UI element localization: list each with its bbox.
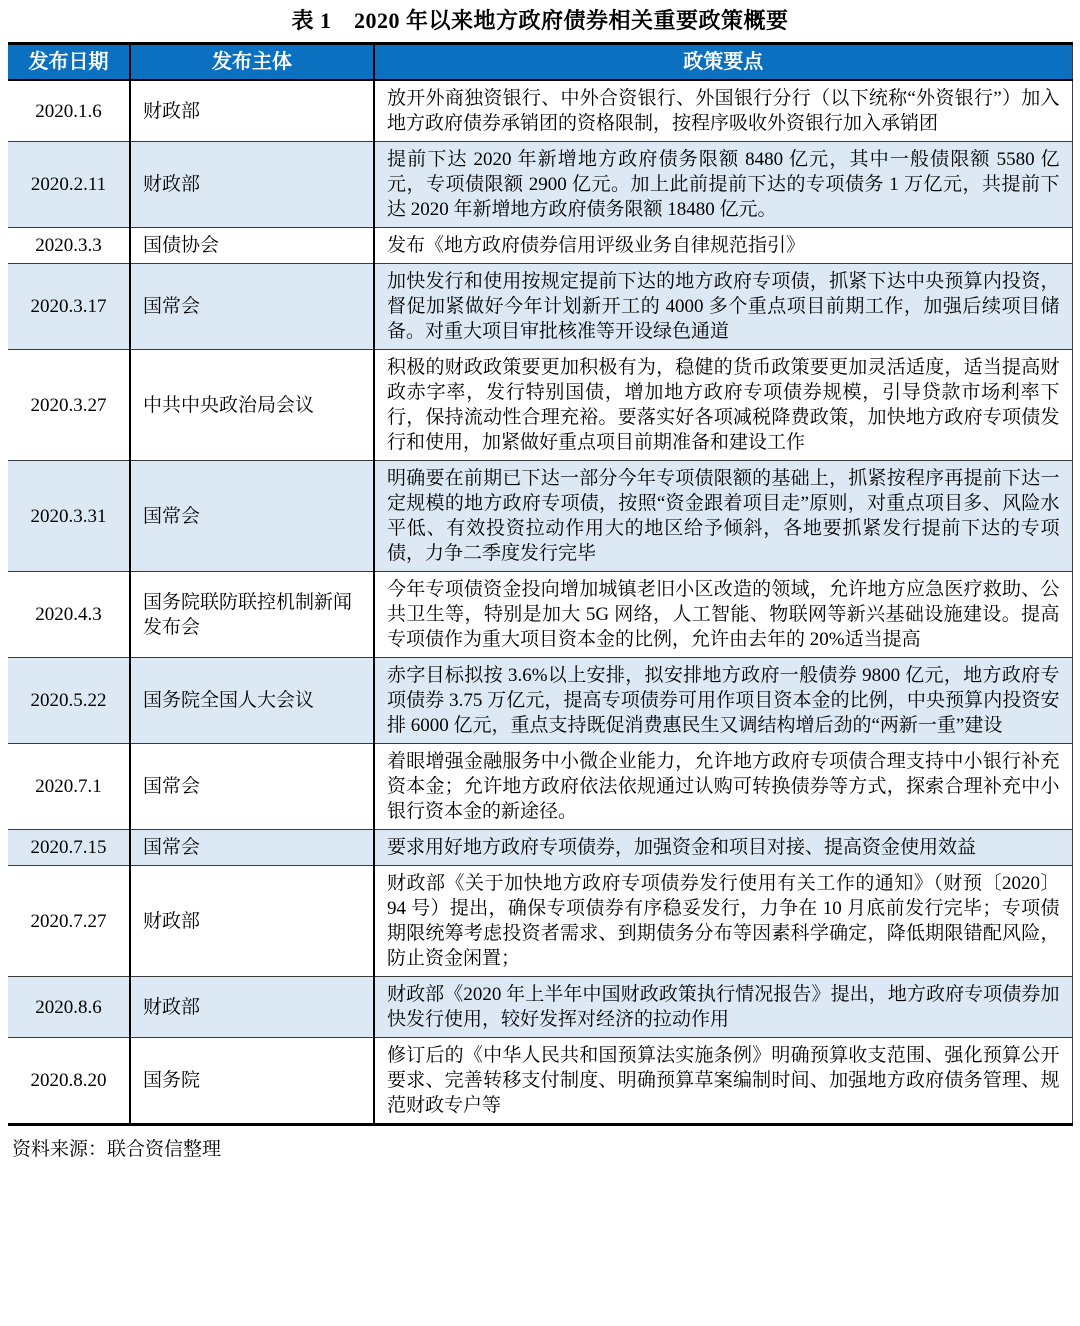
issuer-cell: 国常会 <box>130 830 374 866</box>
policy-cell: 明确要在前期已下达一部分今年专项债限额的基础上，抓紧按程序再提前下达一定规模的地方政府专项债，按照“资金跟着项目走”原则，对重点项目多、风险水平低、有效投资拉动作用大的地区给予倾斜，各地要抓紧发行提前下达的专项债，力争二季度发行完毕 <box>374 461 1072 572</box>
issuer-cell: 国常会 <box>130 744 374 830</box>
policy-cell: 发布《地方政府债券信用评级业务自律规范指引》 <box>374 228 1072 264</box>
table-title: 表 1 2020 年以来地方政府债券相关重要政策概要 <box>291 8 789 33</box>
date-cell: 2020.8.20 <box>8 1038 130 1125</box>
table-row <box>8 461 1072 572</box>
issuer-cell: 财政部 <box>130 866 374 977</box>
policy-cell: 修订后的《中华人民共和国预算法实施条例》明确预算收支范围、强化预算公开要求、完善转移支付制度、明确预算草案编制时间、加强地方政府债务管理、规范财政专户等 <box>374 1038 1072 1125</box>
date-cell: 2020.1.6 <box>8 80 130 142</box>
date-cell: 2020.7.27 <box>8 866 130 977</box>
date-cell: 2020.3.17 <box>8 264 130 350</box>
issuer-cell: 国常会 <box>130 264 374 350</box>
table-row <box>8 228 1072 264</box>
header-cell-issuer: 发布主体 <box>130 44 374 81</box>
policy-cell: 着眼增强金融服务中小微企业能力，允许地方政府专项债合理支持中小银行补充资本金；允许地方政府依法依规通过认购可转换债券等方式，探索合理补充中小银行资本金的新途径。 <box>374 744 1072 830</box>
issuer-cell: 国务院联防联控机制新闻发布会 <box>130 572 374 658</box>
table-row <box>8 142 1072 228</box>
policy-cell: 加快发行和使用按规定提前下达的地方政府专项债，抓紧下达中央预算内投资，督促加紧做好今年计划新开工的 4000 多个重点项目前期工作，加强后续项目储备。对重大项目审批核准等开设绿色通道 <box>374 264 1072 350</box>
policy-cell: 赤字目标拟按 3.6%以上安排，拟安排地方政府一般债券 9800 亿元，地方政府专项债券 3.75 万亿元，提高专项债券可用作项目资本金的比例，中央预算内投资安排 6000 亿元，重点支持既促消费惠民生又调结构增后劲的“两新一重”建设 <box>374 658 1072 744</box>
issuer-cell: 国债协会 <box>130 228 374 264</box>
issuer-cell: 国务院全国人大会议 <box>130 658 374 744</box>
table-row <box>8 80 1072 142</box>
policy-cell: 要求用好地方政府专项债券，加强资金和项目对接、提高资金使用效益 <box>374 830 1072 866</box>
date-cell: 2020.2.11 <box>8 142 130 228</box>
issuer-cell: 财政部 <box>130 142 374 228</box>
issuer-cell: 国务院 <box>130 1038 374 1125</box>
table-row <box>8 977 1072 1038</box>
policy-table <box>8 42 1073 1126</box>
issuer-cell: 财政部 <box>130 80 374 142</box>
date-cell: 2020.3.31 <box>8 461 130 572</box>
table-row <box>8 830 1072 866</box>
date-cell: 2020.8.6 <box>8 977 130 1038</box>
policy-cell: 今年专项债资金投向增加城镇老旧小区改造的领域，允许地方应急医疗救助、公共卫生等，特别是加大 5G 网络，人工智能、物联网等新兴基础设施建设。提高专项债作为重大项目资本金的比例，允许由去年的 20%适当提高 <box>374 572 1072 658</box>
date-cell: 2020.7.15 <box>8 830 130 866</box>
policy-cell: 财政部《2020 年上半年中国财政政策执行情况报告》提出，地方政府专项债券加快发行使用，较好发挥对经济的拉动作用 <box>374 977 1072 1038</box>
table-body <box>8 80 1072 1125</box>
table-row <box>8 572 1072 658</box>
issuer-cell: 国常会 <box>130 461 374 572</box>
table-row <box>8 744 1072 830</box>
policy-cell: 财政部《关于加快地方政府专项债券发行使用有关工作的通知》（财预〔2020〕94 号）提出，确保专项债券有序稳妥发行，力争在 10 月底前发行完毕；专项债期限统筹考虑投资者需求、到期债务分布等因素科学确定，降低期限错配风险，防止资金闲置； <box>374 866 1072 977</box>
date-cell: 2020.4.3 <box>8 572 130 658</box>
source-note: 资料来源：联合资信整理 <box>12 1139 222 1160</box>
table-row <box>8 658 1072 744</box>
header-cell-policy: 政策要点 <box>374 44 1072 81</box>
policy-cell: 放开外商独资银行、中外合资银行、外国银行分行（以下统称“外资银行”）加入地方政府债券承销团的资格限制，按程序吸收外资银行加入承销团 <box>387 88 1060 134</box>
table-row <box>8 866 1072 977</box>
header-row <box>8 44 1072 81</box>
date-cell: 2020.3.3 <box>8 228 130 264</box>
issuer-cell: 财政部 <box>130 977 374 1038</box>
issuer-cell: 中共中央政治局会议 <box>130 350 374 461</box>
table-row <box>8 350 1072 461</box>
date-cell: 2020.3.27 <box>8 350 130 461</box>
date-cell: 2020.7.1 <box>8 744 130 830</box>
table-row <box>8 264 1072 350</box>
policy-cell: 提前下达 2020 年新增地方政府债务限额 8480 亿元，其中一般债限额 5580 亿元，专项债限额 2900 亿元。加上此前提前下达的专项债务 1 万亿元，共提前下达 2020 年新增地方政府债务限额 18480 亿元。 <box>374 142 1072 228</box>
header-cell-date: 发布日期 <box>8 44 130 81</box>
table-row <box>8 1038 1072 1125</box>
date-cell: 2020.5.22 <box>8 658 130 744</box>
policy-cell: 积极的财政政策要更加积极有为，稳健的货币政策要更加灵活适度，适当提高财政赤字率，发行特别国债，增加地方政府专项债券规模，引导贷款市场利率下行，保持流动性合理充裕。要落实好各项减税降费政策，加快地方政府专项债发行和使用，加紧做好重点项目前期准备和建设工作 <box>374 350 1072 461</box>
